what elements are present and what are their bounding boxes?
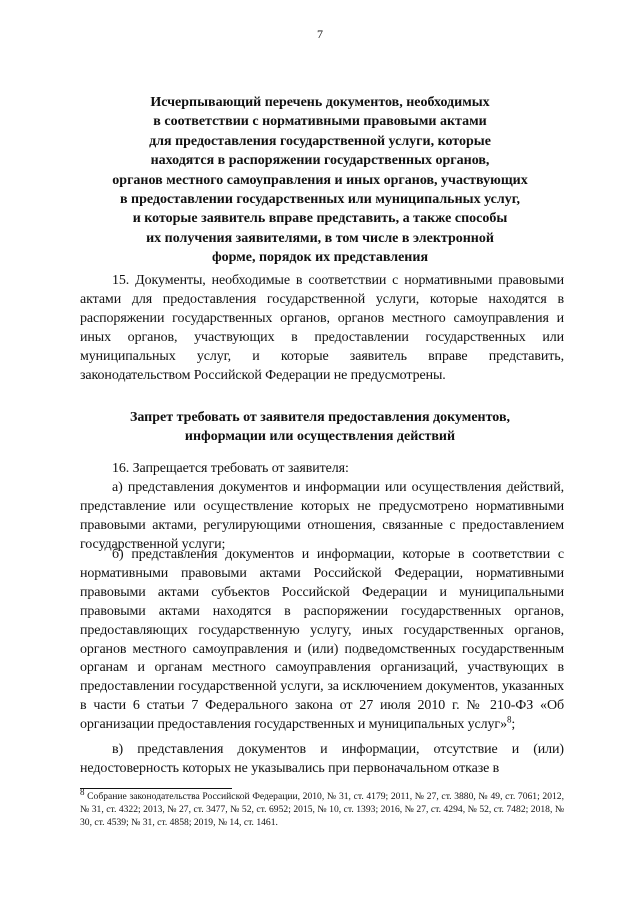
- item-a: а) представления документов и информации или осуществления действий, представление или осуществление которых не предусмотрено нормативными правовыми актами, регулирующими отношения, связанные с предоставлением государственной услуги;: [80, 480, 564, 552]
- heading-line: для предоставления государственной услуги, которые: [149, 133, 491, 149]
- footnote-marker: 8: [80, 786, 85, 797]
- section-heading-documents-list: [60, 93, 580, 268]
- footnote-text: Собрание законодательства Российской Федерации, 2010, № 31, ст. 4179; 2011, № 27, ст. 3880, № 49, ст. 7061; 2012, № 31, ст. 4322; 2013, № 27, ст. 3477, № 52, ст. 6952; 2015, № 10, ст. 1393; 2016, № 27, ст. 4294, № 52, ст. 7482; 2018, № 30, ст. 4539; № 31, ст. 4858; 2019, № 14, ст. 1461.: [80, 791, 564, 828]
- footnote-divider: [80, 788, 232, 789]
- heading-line: информации или осуществления действий: [184, 429, 456, 445]
- heading-line: и которые заявитель вправе представить, а также способы: [132, 211, 508, 227]
- heading-line: их получения заявителями, в том числе в электронной: [146, 230, 494, 246]
- item-v: в) представления документов и информации, отсутствие и (или) недостоверность которых не указывались при первоначальном отказе в: [80, 742, 564, 776]
- paragraph-16: 16. Запрещается требовать от заявителя:: [112, 461, 349, 476]
- heading-line: в соответствии с нормативными правовыми актами: [153, 114, 487, 130]
- heading-line: находятся в распоряжении государственных органов,: [150, 153, 490, 169]
- paragraph-15: 15. Документы, необходимые в соответствии с нормативными правовыми актами для предоставления государственной услуги, которые находятся в распоряжении государственных органов, органов местного самоуправления и иных органов, участвующих в предоставлении государственных или муниципальных услуг, и которые заявитель вправе представить, законодательством Российской Федерации не предусмотрены.: [80, 273, 564, 383]
- heading-line: в предоставлении государственных или муниципальных услуг,: [119, 192, 521, 208]
- footnote-reference: 8: [506, 714, 512, 725]
- item-b-end: ;: [511, 717, 516, 733]
- item-b-text: б) представления документов и информации, которые в соответствии с нормативными правовыми актами Российской Федерации, нормативными правовыми актами субъектов Российской Федерации и муниципальными правовыми актами находятся в распоряжении государственных органов, предоставляющих государственную услугу, иных государственных органов, органов местного самоуправления и (или) подведомственных государственным органам и органам местного самоуправления организаций, участвующих в предоставлении государственной услуги, за исключением документов, указанных в части 6 статьи 7 Федерального закона от 27 июля 2010 г. № 210-ФЗ «Об организации предоставления государственных и муниципальных услуг»: [80, 547, 564, 733]
- section-heading-prohibition: [60, 408, 580, 447]
- page-number: 7: [317, 27, 323, 41]
- heading-line: форме, порядок их представления: [211, 250, 429, 266]
- heading-line: Исчерпывающий перечень документов, необходимых: [150, 95, 490, 110]
- item-b: [80, 546, 564, 735]
- heading-line: Запрет требовать от заявителя предоставления документов,: [129, 410, 511, 425]
- heading-line: органов местного самоуправления и иных органов, участвующих: [112, 172, 528, 188]
- footnote: [80, 786, 564, 829]
